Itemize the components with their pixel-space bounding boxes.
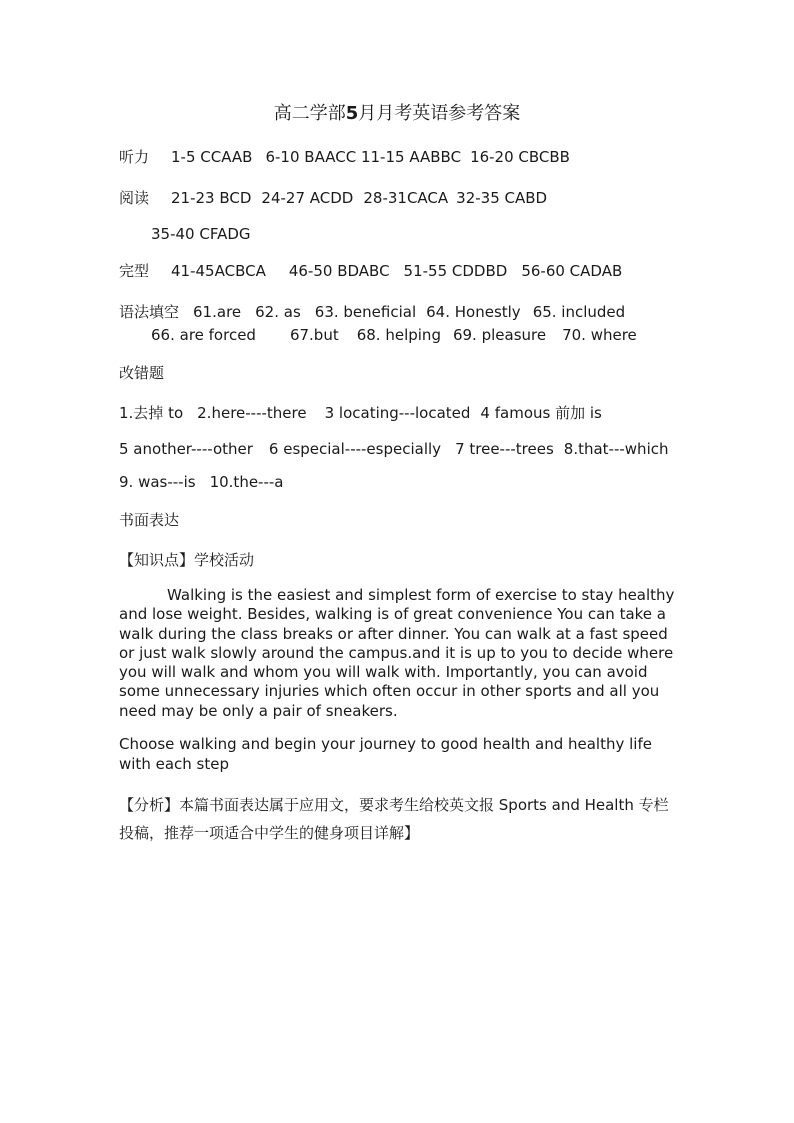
correction-label: 改错题 [119,364,165,382]
correction-7: 7 tree---trees [455,440,554,458]
grammar-answers-row-2 [151,326,637,344]
cloze-answers [119,262,622,280]
correction-row-3 [119,473,283,491]
correction-9: 9. was---is [119,473,196,491]
cloze-answer-2: 46-50 BDABC [288,262,390,280]
grammar-answer-66: 66. are forced [151,326,256,344]
grammar-answer-70: 70. where [562,326,637,344]
listening-answer-2: 6-10 BAACC 11-15 AABBC [265,148,462,166]
correction-10: 10.the---a [209,473,284,491]
listening-answer-1: 1-5 CCAAB [171,148,253,166]
correction-2: 2.here----there [197,404,307,422]
correction-1: 1.去掉 to [119,404,184,422]
essay-body [119,586,679,721]
grammar-answer-63: 63. beneficial [314,303,417,321]
writing-label: 书面表达 [119,511,180,529]
reading-answer-5: 35-40 CFADG [151,225,251,243]
reading-answer-3: 28-31CACA [363,189,449,207]
grammar-answer-62: 62. as [255,303,301,321]
grammar-answer-61: 61.are [193,303,242,321]
essay-paragraph-1: Walking is the easiest and simplest form of exercise to stay healthy and lose weight. Besides, walking is of great convenience You can take a walk during the class breaks or after dinner. You can walk at a fast speed or just walk slowly around the campus.and it is up to you to decide where you will walk and whom you will walk with. Importantly, you can avoid some unnecessary injuries which often occur in other sports and all you need may be only a pair of sneakers. [119,586,675,720]
grammar-answers-row-1 [119,303,625,321]
reading-answer-1: 21-23 BCD [171,189,252,207]
cloze-label: 完型 [119,262,150,280]
correction-5: 5 another----other [119,440,253,458]
correction-row-2 [119,440,669,458]
grammar-answer-69: 69. pleasure [452,326,547,344]
correction-row-1 [119,404,602,422]
cloze-answer-4: 56-60 CADAB [521,262,623,280]
correction-8: 8.that---which [563,440,669,458]
page-title [0,103,794,125]
cloze-answer-3: 51-55 CDDBD [403,262,508,280]
analysis-note: 【分析】本篇书面表达属于应用文，要求考生给校英文报 Sports and Health 专栏投稿，推荐一项适合中学生的健身项目详解】 [119,796,669,842]
listening-answer-3: 16-20 CBCBB [470,148,570,166]
grammar-answer-68: 68. helping [356,326,441,344]
essay-paragraph-2: Choose walking and begin your journey to good health and healthy life with each step [119,735,652,773]
listening-label: 听力 [119,148,150,166]
reading-answer-2: 24-27 ACDD [261,189,354,207]
listening-answers [119,148,570,166]
reading-answers [119,189,547,207]
grammar-answer-67: 67.but [289,326,339,344]
title-prefix: 高二学部 [273,103,346,124]
title-bold-number: 5 [345,103,359,124]
reading-answer-4: 32-35 CABD [456,189,548,207]
cloze-answer-1: 41-45ACBCA [171,262,266,280]
correction-3: 3 locating---located [324,404,471,422]
grammar-answer-65: 65. included [532,303,626,321]
grammar-answer-64: 64. Honestly [426,303,521,321]
grammar-label: 语法填空 [119,303,180,321]
correction-4: 4 famous 前加 is [480,404,602,422]
knowledge-point: 【知识点】学校活动 [119,551,255,569]
reading-label: 阅读 [119,189,150,207]
correction-6: 6 especial----especially [268,440,442,458]
title-suffix: 月月考英语参考答案 [358,103,521,124]
